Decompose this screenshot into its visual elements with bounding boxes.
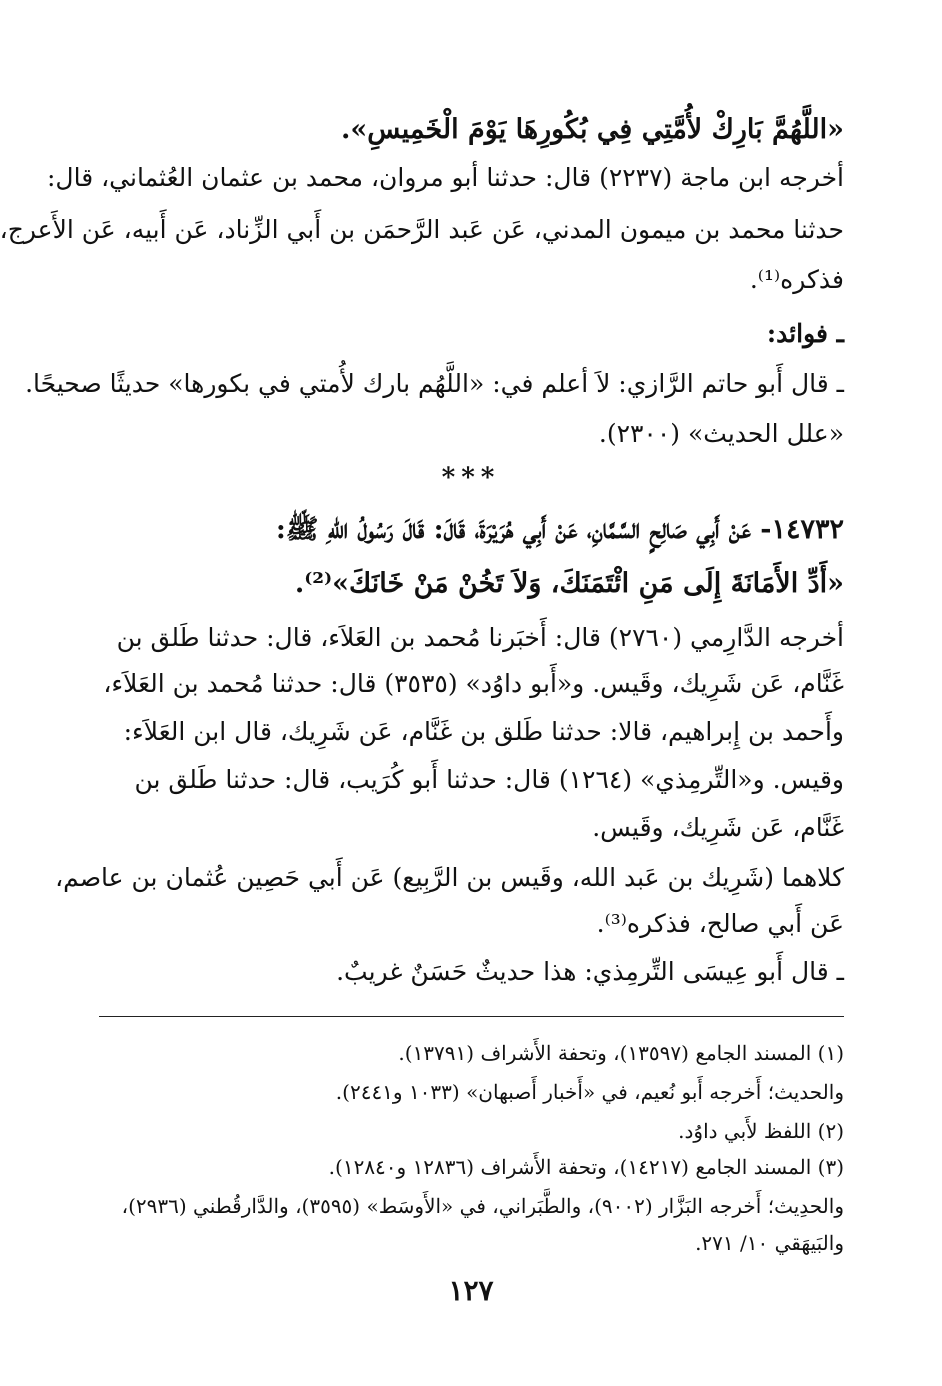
body-line: عَن أَبي صالح، فذكره⁽³⁾. (596, 909, 844, 938)
body-line: أخرجه ابن ماجة (٢٢٣٧) قال: حدثنا أبو مروان، محمد بن عثمان العُثماني، قال: (47, 163, 844, 192)
body-line: وأَحمد بن إِبراهيم، قالا: حدثنا طَلق بن غَنَّام، عَن شَرِيك، قال ابن العَلاَء: (123, 717, 844, 746)
prophetic-text-line: «أَدِّ الأَمَانَةَ إِلَى مَنِ ائْتَمَنَكَ، وَلاَ تَخُنْ مَنْ خَانَكَ»⁽²⁾. (294, 568, 844, 599)
footnote-line: والبَيهَقي ١٠/ ٢٧١. (695, 1231, 844, 1255)
body-line: «علل الحديث» (٢٣٠٠). (598, 419, 844, 448)
footnote-divider (99, 1016, 844, 1017)
footnote-line: (٢) اللفظ لأَبي داوُد. (678, 1119, 844, 1143)
body-line: وقيس. و«التِّرمِذي» (١٢٦٤) قال: حدثنا أَبو كُرَيب، قال: حدثنا طَلق بن (134, 765, 844, 794)
benefits-heading: ـ فوائد: (766, 319, 844, 348)
page-number: ١٢٧ (448, 1274, 494, 1307)
footnote-line: (٣) المسند الجامع (١٤٢١٧)، وتحفة الأَشراف (١٢٨٣٦ و١٢٨٤٠). (328, 1155, 844, 1179)
section-separator-stars: *** (441, 463, 501, 493)
body-line: أخرجه الدَّارِمي (٢٧٦٠) قال: أَخبَرنا مُحمد بن العَلاَء، قال: حدثنا طَلق بن (116, 623, 844, 652)
body-line: فذكره⁽¹⁾. (749, 265, 844, 294)
tirmidhi-verdict-line: ـ قال أَبو عِيسَى التِّرمِذي: هذا حديثٌ حَسَنٌ غريبٌ. (336, 957, 844, 986)
footnote-line: والحدِيث؛ أَخرجه البَزَّار (٩٠٠٢)، والطَّبَراني، في «الأَوسَط» (٣٥٩٥)، والدَّارقُطني (٢٩٣٦)، (121, 1194, 844, 1218)
body-line: حدثنا محمد بن ميمون المدني، عَن عَبد الرَّحمَن بن أَبي الزِّناد، عَن أَبيه، عَن الأَعرج، (0, 215, 844, 244)
prophetic-text-line: «اللَّهُمَّ بَارِكْ لأُمَّتِي فِي بُكُورِهَا يَوْمَ الْخَمِيسِ». (341, 114, 844, 145)
footnote-line: (١) المسند الجامع (١٣٥٩٧)، وتحفة الأَشراف (١٣٧٩١). (398, 1041, 844, 1065)
footnote-line: والحديث؛ أَخرجه أَبو نُعيم، في «أَخبار أَصبهان» (١٠٣٣ و٢٤٤١). (335, 1080, 844, 1104)
body-line: ـ قال أَبو حاتم الرَّازي: لاَ أعلم في: «اللَّهُم بارك لأُمتي في بكورها» حديثًا صحيحًا. (25, 369, 844, 398)
body-line: كلاهما (شَرِيك بن عَبد الله، وقَيس بن الرَّبِيع) عَن أَبي حَصِين عُثمان بن عاصم، (55, 863, 844, 892)
hadith-heading-line: ١٤٧٣٢- عَنْ أَبِي صَالِحٍ السَّمَّانِ، عَنْ أَبِي هُرَيْرَةَ، قَالَ: قَالَ رَسُولُ اللهِ ﷺ: (275, 514, 844, 545)
body-line: غَنَّام، عَن شَرِيك، وقَيس. (592, 813, 844, 842)
body-line: غَنَّام، عَن شَرِيك، وقَيس. و«أَبو داوُد» (٣٥٣٥) قال: حدثنا مُحمد بن العَلاَء، (103, 669, 844, 698)
